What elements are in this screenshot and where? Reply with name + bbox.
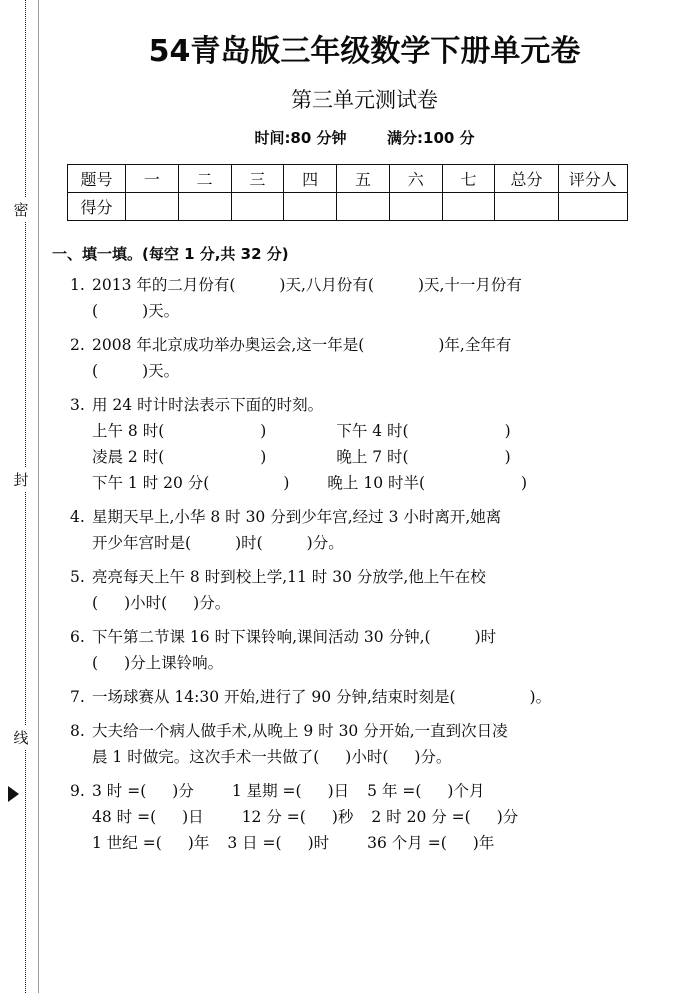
text-part: ) [504,448,511,466]
text-part: 大夫给一个病人做手术,从晚上 9 时 30 分开始,一直到次日凌 [92,722,508,740]
text-part: )时( [235,534,263,552]
section-heading-fill-in: 一、填一填。(每空 1 分,共 32 分) [52,245,289,263]
text-part: 1 星期 =( [231,782,302,800]
text-part: )分 [496,808,519,826]
score-cell-5[interactable] [337,193,390,221]
text-part: 2008 年北京成功举办奥运会,这一年是( [92,336,365,354]
text-part: 下午 1 时 20 分( [92,474,210,492]
text-part: 上午 8 时( [92,422,165,440]
question-8 [42,710,687,770]
text-part: 下午第二节课 16 时下课铃响,课间活动 30 分钟,( [92,628,431,646]
text-part: 用 24 时计时法表示下面的时刻。 [92,396,324,414]
text-part: )分上课铃响。 [124,654,224,672]
question-number: 1. [70,276,85,294]
question-number: 3. [70,396,85,414]
score-cell-grader[interactable] [558,193,627,221]
triangle-arrow-icon [8,786,19,802]
col-header-7: 七 [442,165,495,193]
question-line [92,624,687,650]
question-number: 9. [70,782,85,800]
text-part: )。 [529,688,552,706]
text-part: )时 [307,834,330,852]
text-part: 3 日 =( [227,834,282,852]
text-part: )日 [327,782,350,800]
question-body [92,624,687,676]
score-cell-3[interactable] [231,193,284,221]
question-line [92,298,687,324]
question-line [92,650,687,676]
score-table [67,164,628,221]
text-part: 2013 年的二月份有( [92,276,236,294]
question-number: 7. [70,688,85,706]
question-body [92,332,687,384]
text-part: ) [260,448,267,466]
page-subtitle: 第三单元测试卷 [291,88,438,112]
row-label-score: 得分 [68,193,126,221]
text-part: 星期天早上,小华 8 时 30 分到少年宫,经过 3 小时离开,她离 [92,508,502,526]
text-part: 晚上 7 时( [336,448,409,466]
text-part: )小时( [124,594,168,612]
dotted-fold-line [25,0,26,993]
question-3 [42,384,687,496]
question-line [92,272,687,298]
text-part: )年 [187,834,210,852]
question-line [92,804,687,830]
question-4 [42,496,687,556]
full-score-label: 满分:100 分 [387,129,475,147]
col-header-1: 一 [125,165,178,193]
question-line [92,444,687,470]
question-number: 6. [70,628,85,646]
text-part: ( [92,302,99,320]
question-number: 4. [70,508,85,526]
col-header-2: 二 [178,165,231,193]
text-part: )天。 [142,362,180,380]
question-line [92,530,687,556]
text-part: )天,十一月份有 [417,276,522,294]
col-header-4: 四 [284,165,337,193]
question-1 [42,264,687,324]
text-part: 2 时 20 分 =( [371,808,471,826]
text-part: )年 [472,834,495,852]
question-body [92,684,687,710]
text-part: ( [92,654,99,672]
text-part: ) [260,422,267,440]
question-line [92,392,687,418]
col-header-6: 六 [389,165,442,193]
question-body [92,778,687,856]
score-cell-2[interactable] [178,193,231,221]
text-part: ( [92,594,99,612]
text-part: 48 时 =( [92,808,157,826]
question-line [92,564,687,590]
question-number: 2. [70,336,85,354]
text-part: )秒 [331,808,354,826]
question-line [92,332,687,358]
text-part: 36 个月 =( [367,834,447,852]
time-limit-label: 时间:80 分钟 [254,129,347,147]
question-9 [42,770,687,856]
text-part: 下午 4 时( [336,422,409,440]
col-header-grader: 评分人 [558,165,627,193]
margin-char-feng: 封 [11,468,31,492]
exam-meta [42,114,687,148]
margin-char-xian: 线 [11,726,31,750]
text-part: 1 世纪 =( [92,834,162,852]
table-row-header [68,165,628,193]
question-list [42,264,687,856]
score-cell-4[interactable] [284,193,337,221]
score-table-wrap [42,148,687,221]
question-line [92,744,687,770]
text-part: 12 分 =( [241,808,306,826]
margin-char-mi: 密 [11,198,31,222]
text-part: )时 [474,628,497,646]
text-part: ( [92,362,99,380]
question-body [92,564,687,616]
text-part: )年,全年有 [438,336,512,354]
row-label-question-no: 题号 [68,165,126,193]
question-line [92,778,687,804]
text-part: ) [521,474,528,492]
question-7 [42,676,687,710]
question-body [92,272,687,324]
text-part: 一场球赛从 14:30 开始,进行了 90 分钟,结束时刻是( [92,688,456,706]
text-part: 5 年 =( [367,782,422,800]
score-cell-7[interactable] [442,193,495,221]
text-part: )分。 [193,594,231,612]
text-part: 凌晨 2 时( [92,448,165,466]
text-part: 晨 1 时做完。这次手术一共做了( [92,748,320,766]
table-row-score [68,193,628,221]
question-line [92,504,687,530]
text-part: 3 时 =( [92,782,147,800]
text-part: )分 [172,782,194,800]
question-line [92,358,687,384]
text-part: 亮亮每天上午 8 时到校上学,11 时 30 分放学,他上午在校 [92,568,486,586]
question-line [92,718,687,744]
question-6 [42,616,687,676]
paper-content [42,0,687,993]
text-part: ) [283,474,290,492]
text-part: )分。 [306,534,344,552]
text-part: ) [504,422,511,440]
score-cell-6[interactable] [389,193,442,221]
text-part: )日 [182,808,204,826]
question-line [92,418,687,444]
solid-margin-line [38,0,39,993]
binding-margin-rail [0,0,42,993]
text-part: 开少年宫时是( [92,534,192,552]
question-body [92,504,687,556]
page-title: 54青岛版三年级数学下册单元卷 [148,34,581,69]
question-line [92,684,687,710]
text-part: )个月 [447,782,485,800]
question-number: 8. [70,722,85,740]
question-5 [42,556,687,616]
question-line [92,830,687,856]
col-header-3: 三 [231,165,284,193]
question-line [92,470,687,496]
question-body [92,718,687,770]
col-header-5: 五 [337,165,390,193]
text-part: 晚上 10 时半( [327,474,426,492]
text-part: )分。 [414,748,452,766]
text-part: )天,八月份有( [279,276,374,294]
score-cell-1[interactable] [125,193,178,221]
text-part: )小时( [345,748,389,766]
question-number: 5. [70,568,85,586]
score-cell-total[interactable] [495,193,558,221]
text-part: )天。 [142,302,180,320]
col-header-total: 总分 [495,165,558,193]
question-line [92,590,687,616]
question-body [92,392,687,496]
question-2 [42,324,687,384]
